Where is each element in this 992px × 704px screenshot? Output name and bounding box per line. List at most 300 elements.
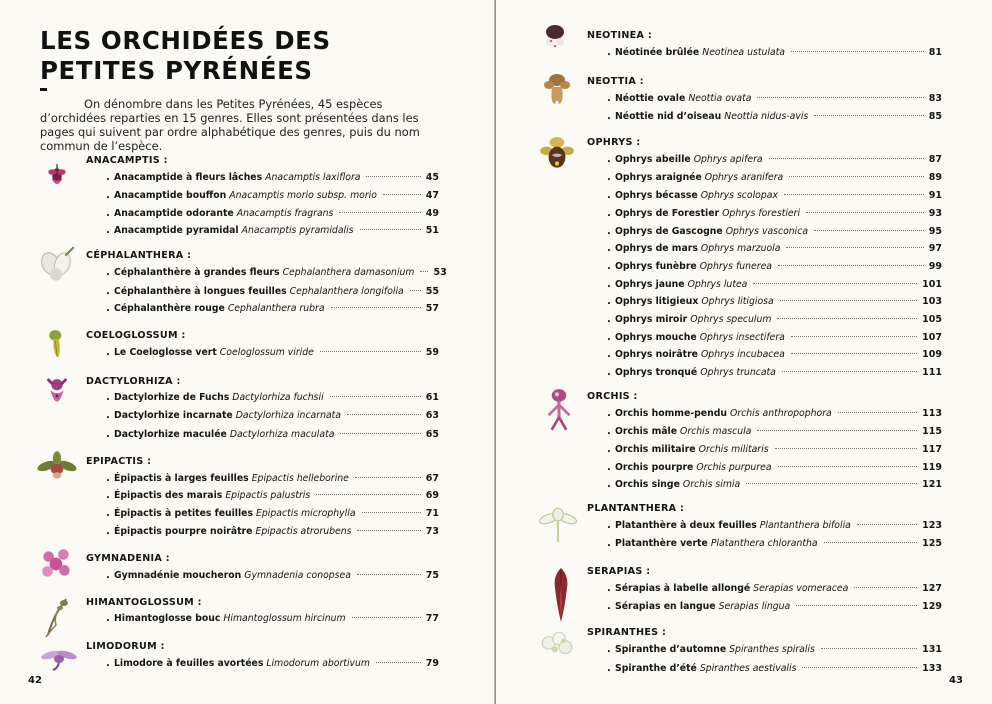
- entry-bullet: .: [106, 658, 110, 669]
- dot-leader: [320, 351, 421, 352]
- genus-heading: COELOGLOSSUM :: [86, 330, 186, 341]
- dot-leader: [782, 371, 917, 372]
- dot-leader: [355, 477, 421, 478]
- orchis-flower-icon: [540, 386, 578, 434]
- entry-text: [615, 242, 780, 255]
- species-entry[interactable]: [607, 600, 942, 613]
- page-ref: 91: [928, 190, 942, 201]
- common-name: Anacamptide à fleurs lâches: [114, 172, 263, 183]
- entry-bullet: .: [607, 296, 611, 307]
- common-name: Dactylorhize de Fuchs: [114, 392, 230, 403]
- species-entry[interactable]: [106, 189, 439, 202]
- page-ref: 97: [928, 243, 942, 254]
- entry-text: [114, 507, 356, 520]
- dot-leader: [780, 300, 917, 301]
- entry-bullet: .: [607, 601, 611, 612]
- species-entry[interactable]: [607, 46, 942, 59]
- right-page: [496, 0, 992, 704]
- common-name: Orchis homme-pendu: [615, 408, 727, 419]
- common-name: Ophrys funèbre: [615, 261, 697, 272]
- common-name: Ophrys de Gascogne: [615, 226, 723, 237]
- page-ref: 53: [433, 267, 447, 278]
- entry-text: [114, 285, 404, 298]
- dot-leader: [784, 194, 924, 195]
- common-name: Ophrys de Forestier: [615, 208, 720, 219]
- entry-bullet: .: [607, 332, 611, 343]
- latin-name: Plantanthera bifolia: [759, 520, 851, 531]
- entry-text: [114, 612, 346, 625]
- species-entry[interactable]: [607, 478, 942, 491]
- page-ref: 77: [425, 613, 439, 624]
- page-ref: 129: [922, 601, 942, 612]
- entry-bullet: .: [106, 172, 110, 183]
- dot-leader: [757, 430, 917, 431]
- page-ref: 73: [425, 526, 439, 537]
- entry-bullet: .: [106, 490, 110, 501]
- entry-text: [615, 110, 808, 123]
- cephalanthera-flower-icon: [36, 245, 78, 287]
- entry-text: [615, 348, 785, 361]
- page-ref: 133: [922, 663, 942, 674]
- dot-leader: [352, 617, 421, 618]
- genus-heading: DACTYLORHIZA :: [86, 376, 181, 387]
- entry-text: [114, 409, 341, 422]
- common-name: Orchis mâle: [615, 426, 678, 437]
- species-entry[interactable]: [607, 519, 942, 532]
- dot-leader: [757, 97, 923, 98]
- dot-leader: [791, 336, 917, 337]
- common-name: Épipactis à larges feuilles: [114, 473, 249, 484]
- entry-bullet: .: [607, 279, 611, 290]
- title-line-1: LES ORCHIDÉES DES: [40, 26, 331, 55]
- latin-name: Ophrys insectifera: [699, 332, 785, 343]
- entry-text: [615, 519, 851, 532]
- page-number-right: 43: [949, 675, 963, 686]
- intro-text: On dénombre dans les Petites Pyrénées, 45 espèces d’orchidées reparties en 15 genres. Elles sont présentées dans les pages qui suivent par ordre alphabétique des genres, puis du nom commun de l’espèce.: [40, 97, 420, 153]
- common-name: Dactylorhize maculée: [114, 429, 227, 440]
- species-entry[interactable]: [607, 189, 942, 202]
- latin-name: Ophrys scolopax: [700, 190, 778, 201]
- latin-name: Ophrys funerea: [699, 261, 772, 272]
- common-name: Dactylorhize incarnate: [114, 410, 233, 421]
- common-name: Épipactis pourpre noirâtre: [114, 526, 253, 537]
- species-entry[interactable]: [106, 525, 439, 538]
- page-ref: 95: [928, 226, 942, 237]
- page-ref: 119: [922, 462, 942, 473]
- common-name: Ophrys bécasse: [615, 190, 698, 201]
- page-ref: 101: [922, 279, 942, 290]
- entry-text: [114, 472, 349, 485]
- genus-heading: OPHRYS :: [587, 137, 641, 148]
- genus-heading: EPIPACTIS :: [86, 456, 152, 467]
- species-entry[interactable]: [607, 171, 942, 184]
- common-name: Ophrys abeille: [615, 154, 691, 165]
- page-ref: 81: [928, 47, 942, 58]
- latin-name: Anacamptis morio subsp. morio: [229, 190, 377, 201]
- latin-name: Serapias lingua: [718, 601, 791, 612]
- entry-text: [615, 207, 800, 220]
- neottia-flower-icon: [540, 70, 574, 108]
- species-entry[interactable]: [607, 348, 942, 361]
- page-ref: 111: [922, 367, 942, 378]
- dot-leader: [331, 307, 421, 308]
- species-entry[interactable]: [106, 569, 439, 582]
- species-entry[interactable]: [607, 278, 942, 291]
- common-name: Néottie ovale: [615, 93, 686, 104]
- entry-text: [615, 46, 785, 59]
- page-ref: 69: [425, 490, 439, 501]
- latin-name: Anacamptis fragrans: [236, 208, 334, 219]
- entry-text: [114, 657, 370, 670]
- species-entry[interactable]: [607, 110, 942, 123]
- entry-bullet: .: [607, 462, 611, 473]
- entry-text: [615, 461, 772, 474]
- latin-name: Himantoglossum hircinum: [223, 613, 346, 624]
- common-name: Céphalanthère à grandes fleurs: [114, 267, 280, 278]
- species-entry[interactable]: [607, 537, 942, 550]
- latin-name: Ophrys vasconica: [725, 226, 809, 237]
- dot-leader: [802, 667, 917, 668]
- common-name: Platanthère verte: [615, 538, 708, 549]
- entry-text: [114, 489, 310, 502]
- dot-leader: [791, 353, 917, 354]
- page-ref: 121: [922, 479, 942, 490]
- entry-bullet: .: [607, 314, 611, 325]
- entry-bullet: .: [607, 172, 611, 183]
- common-name: Ophrys noirâtre: [615, 349, 698, 360]
- dot-leader: [814, 230, 924, 231]
- entry-bullet: .: [607, 111, 611, 122]
- page-ref: 83: [928, 93, 942, 104]
- genus-heading: SERAPIAS :: [587, 566, 651, 577]
- entry-text: [615, 643, 815, 656]
- anacamptis-flower-icon: [42, 152, 72, 200]
- entry-text: [615, 331, 785, 344]
- latin-name: Epipactis helleborine: [251, 473, 349, 484]
- page-ref: 57: [425, 303, 439, 314]
- entry-text: [615, 600, 790, 613]
- dot-leader: [775, 448, 918, 449]
- species-entry[interactable]: [106, 409, 439, 422]
- page-ref: 61: [425, 392, 439, 403]
- entry-text: [114, 391, 324, 404]
- page-ref: 131: [922, 644, 942, 655]
- species-entry[interactable]: [607, 643, 942, 656]
- latin-name: Ophrys lutea: [687, 279, 748, 290]
- dot-leader: [778, 265, 924, 266]
- latin-name: Epipactis palustris: [225, 490, 311, 501]
- dot-leader: [357, 574, 421, 575]
- latin-name: Orchis anthropophora: [729, 408, 832, 419]
- entry-bullet: .: [607, 663, 611, 674]
- genus-heading: GYMNADENIA :: [86, 553, 170, 564]
- entry-bullet: .: [607, 349, 611, 360]
- entry-text: [114, 189, 377, 202]
- entry-bullet: .: [106, 473, 110, 484]
- page-ref: 49: [425, 208, 439, 219]
- species-entry[interactable]: [106, 489, 439, 502]
- species-entry[interactable]: [607, 313, 942, 326]
- common-name: Le Coeloglosse vert: [114, 347, 217, 358]
- dot-leader: [316, 494, 421, 495]
- entry-text: [114, 428, 334, 441]
- page-ref: 115: [922, 426, 942, 437]
- entry-text: [615, 278, 747, 291]
- entry-text: [114, 525, 351, 538]
- entry-text: [615, 366, 776, 379]
- genus-heading: LIMODORUM :: [86, 641, 165, 652]
- common-name: Ophrys jaune: [615, 279, 685, 290]
- platanthera-flower-icon: [536, 504, 580, 546]
- page-ref: 51: [425, 225, 439, 236]
- entry-bullet: .: [106, 508, 110, 519]
- entry-bullet: .: [607, 408, 611, 419]
- gymnadenia-flower-icon: [38, 546, 76, 582]
- entry-text: [615, 443, 769, 456]
- species-entry[interactable]: [106, 207, 439, 220]
- entry-bullet: .: [607, 190, 611, 201]
- entry-text: [615, 407, 832, 420]
- species-entry[interactable]: [106, 612, 439, 625]
- common-name: Céphalanthère rouge: [114, 303, 225, 314]
- common-name: Anacamptide bouffon: [114, 190, 227, 201]
- latin-name: Neottia nidus-avis: [724, 111, 809, 122]
- latin-name: Coeloglossum viride: [219, 347, 314, 358]
- species-entry[interactable]: [607, 295, 942, 308]
- species-entry[interactable]: [607, 425, 942, 438]
- entry-bullet: .: [607, 444, 611, 455]
- species-entry[interactable]: [106, 266, 447, 279]
- page-ref: 125: [922, 538, 942, 549]
- dot-leader: [330, 396, 421, 397]
- latin-name: Orchis purpurea: [696, 462, 772, 473]
- dot-leader: [339, 212, 420, 213]
- page-ref: 107: [922, 332, 942, 343]
- entry-bullet: .: [106, 526, 110, 537]
- species-entry[interactable]: [607, 443, 942, 456]
- page-ref: 67: [425, 473, 439, 484]
- neotinea-flower-icon: [538, 22, 572, 56]
- species-entry[interactable]: [106, 285, 439, 298]
- entry-text: [615, 313, 771, 326]
- page-ref: 89: [928, 172, 942, 183]
- common-name: Épipactis à petites feuilles: [114, 508, 254, 519]
- species-entry[interactable]: [607, 582, 942, 595]
- latin-name: Ophrys apifera: [693, 154, 763, 165]
- entry-bullet: .: [607, 47, 611, 58]
- entry-text: [114, 171, 360, 184]
- genus-heading: ORCHIS :: [587, 391, 638, 402]
- entry-bullet: .: [607, 520, 611, 531]
- latin-name: Epipactis atrorubens: [255, 526, 352, 537]
- entry-text: [114, 302, 325, 315]
- entry-bullet: .: [106, 286, 110, 297]
- entry-bullet: .: [607, 426, 611, 437]
- intro-paragraph: [40, 97, 452, 153]
- dot-leader: [362, 512, 421, 513]
- common-name: Ophrys araignée: [615, 172, 702, 183]
- page-ref: 123: [922, 520, 942, 531]
- entry-bullet: .: [106, 190, 110, 201]
- latin-name: Anacamptis pyramidalis: [241, 225, 354, 236]
- latin-name: Spiranthes spiralis: [729, 644, 815, 655]
- species-entry[interactable]: [106, 507, 439, 520]
- dot-leader: [410, 290, 421, 291]
- latin-name: Ophrys litigiosa: [701, 296, 774, 307]
- entry-text: [615, 153, 763, 166]
- page-ref: 93: [928, 208, 942, 219]
- latin-name: Anacamptis laxiflora: [265, 172, 361, 183]
- page-ref: 99: [928, 261, 942, 272]
- common-name: Céphalanthère à longues feuilles: [114, 286, 287, 297]
- latin-name: Ophrys truncata: [700, 367, 776, 378]
- page-ref: 103: [922, 296, 942, 307]
- entry-bullet: .: [607, 261, 611, 272]
- page-title: [40, 26, 331, 86]
- species-entry[interactable]: [607, 331, 942, 344]
- latin-name: Spiranthes aestivalis: [699, 663, 797, 674]
- entry-bullet: .: [607, 367, 611, 378]
- entry-bullet: .: [607, 208, 611, 219]
- common-name: Néotinée brûlée: [615, 47, 700, 58]
- dot-leader: [854, 587, 917, 588]
- species-entry[interactable]: [106, 472, 439, 485]
- entry-text: [615, 537, 818, 550]
- spiranthes-flower-icon: [538, 628, 576, 660]
- species-entry[interactable]: [106, 302, 439, 315]
- dot-leader: [778, 466, 918, 467]
- species-entry[interactable]: [106, 346, 439, 359]
- dot-leader: [786, 247, 923, 248]
- page-ref: 59: [425, 347, 439, 358]
- entry-text: [114, 224, 354, 237]
- common-name: Himantoglosse bouc: [114, 613, 221, 624]
- page-ref: 65: [425, 429, 439, 440]
- genus-heading: PLANTANTHERA :: [587, 503, 685, 514]
- ophrys-flower-icon: [538, 134, 576, 174]
- entry-text: [615, 189, 778, 202]
- entry-bullet: .: [106, 410, 110, 421]
- page-ref: 127: [922, 583, 942, 594]
- entry-bullet: .: [106, 392, 110, 403]
- common-name: Ophrys de mars: [615, 243, 698, 254]
- common-name: Ophrys litigieux: [615, 296, 699, 307]
- limodorum-flower-icon: [38, 643, 80, 671]
- dot-leader: [791, 51, 924, 52]
- species-entry[interactable]: [607, 207, 942, 220]
- species-entry[interactable]: [607, 260, 942, 273]
- species-entry[interactable]: [106, 171, 439, 184]
- entry-bullet: .: [607, 538, 611, 549]
- species-entry[interactable]: [607, 153, 942, 166]
- latin-name: Dactylorhiza maculata: [229, 429, 335, 440]
- latin-name: Serapias vomeracea: [753, 583, 849, 594]
- title-line-2: PETITES PYRÉNÉES: [40, 56, 313, 85]
- dot-leader: [357, 530, 420, 531]
- species-entry[interactable]: [106, 428, 439, 441]
- species-entry[interactable]: [106, 657, 439, 670]
- common-name: Sérapias à labelle allongé: [615, 583, 751, 594]
- latin-name: Limodorum abortivum: [266, 658, 370, 669]
- entry-bullet: .: [607, 243, 611, 254]
- genus-heading: SPIRANTHES :: [587, 627, 667, 638]
- page-ref: 105: [922, 314, 942, 325]
- latin-name: Neotinea ustulata: [702, 47, 785, 58]
- genus-heading: NEOTTIA :: [587, 76, 644, 87]
- common-name: Spiranthe d’été: [615, 663, 697, 674]
- latin-name: Epipactis microphylla: [256, 508, 356, 519]
- page-ref: 85: [928, 111, 942, 122]
- latin-name: Orchis militaris: [698, 444, 769, 455]
- entry-text: [615, 225, 808, 238]
- entry-bullet: .: [106, 208, 110, 219]
- common-name: Épipactis des marais: [114, 490, 223, 501]
- latin-name: Cephalanthera longifolia: [289, 286, 404, 297]
- dot-leader: [789, 176, 924, 177]
- common-name: Platanthère à deux feuilles: [615, 520, 757, 531]
- common-name: Orchis militaire: [615, 444, 696, 455]
- species-entry[interactable]: [607, 92, 942, 105]
- entry-text: [114, 569, 351, 582]
- dot-leader: [360, 229, 421, 230]
- page-ref: 75: [425, 570, 439, 581]
- species-entry[interactable]: [607, 242, 942, 255]
- species-entry[interactable]: [607, 407, 942, 420]
- title-dash: [40, 88, 47, 91]
- common-name: Anacamptide odorante: [114, 208, 234, 219]
- species-entry[interactable]: [607, 461, 942, 474]
- species-entry[interactable]: [607, 366, 942, 379]
- entry-bullet: .: [607, 154, 611, 165]
- entry-text: [615, 582, 848, 595]
- dot-leader: [824, 542, 918, 543]
- species-entry[interactable]: [106, 391, 439, 404]
- entry-bullet: .: [607, 226, 611, 237]
- entry-text: [114, 346, 314, 359]
- dot-leader: [769, 158, 924, 159]
- common-name: Néottie nid d’oiseau: [615, 111, 722, 122]
- dot-leader: [376, 662, 421, 663]
- dot-leader: [806, 212, 924, 213]
- entry-text: [615, 662, 796, 675]
- latin-name: Gymnadenia conopsea: [244, 570, 351, 581]
- page-ref: 45: [425, 172, 439, 183]
- page-ref: 79: [425, 658, 439, 669]
- genus-heading: CÉPHALANTHERA :: [86, 250, 192, 261]
- dot-leader: [796, 605, 917, 606]
- serapias-flower-icon: [548, 566, 574, 624]
- entry-text: [615, 295, 774, 308]
- latin-name: Ophrys aranifera: [704, 172, 784, 183]
- page-ref: 71: [425, 508, 439, 519]
- dot-leader: [821, 648, 917, 649]
- page-ref: 109: [922, 349, 942, 360]
- common-name: Orchis pourpre: [615, 462, 694, 473]
- common-name: Ophrys tronqué: [615, 367, 698, 378]
- coeloglossum-flower-icon: [44, 322, 70, 366]
- latin-name: Ophrys speculum: [690, 314, 772, 325]
- common-name: Gymnadénie moucheron: [114, 570, 242, 581]
- species-entry[interactable]: [106, 224, 439, 237]
- genus-heading: NEOTINEA :: [587, 30, 653, 41]
- entry-bullet: .: [106, 303, 110, 314]
- entry-text: [615, 171, 783, 184]
- dot-leader: [746, 483, 917, 484]
- species-entry[interactable]: [607, 225, 942, 238]
- species-entry[interactable]: [607, 662, 942, 675]
- latin-name: Neottia ovata: [688, 93, 752, 104]
- latin-name: Orchis mascula: [680, 426, 752, 437]
